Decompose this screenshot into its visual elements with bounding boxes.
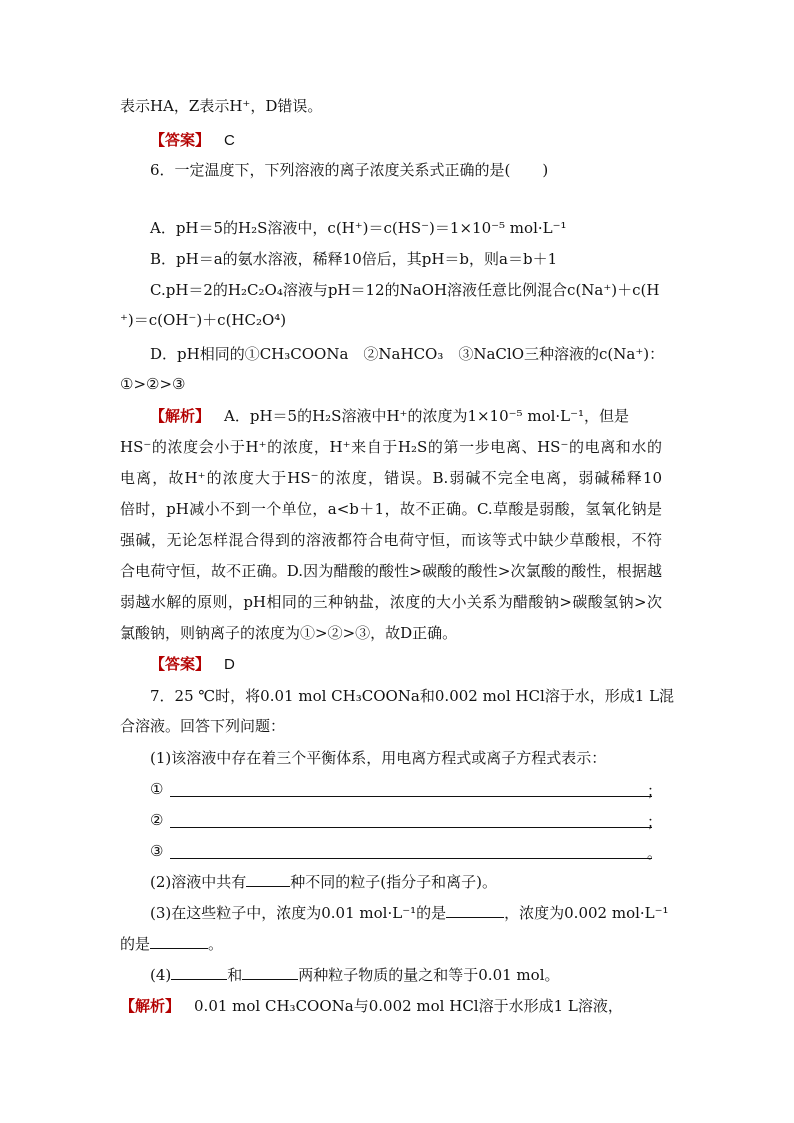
answer-blank[interactable] bbox=[242, 965, 298, 980]
q7-analysis-line-1: 【解析】 0.01 mol CH₃COONa与0.002 mol HCl溶于水形成1 L溶液， bbox=[120, 997, 623, 1015]
analysis-tag: 【解析】 bbox=[120, 997, 181, 1015]
q7-blank-row-3: ③ 。 bbox=[150, 842, 662, 862]
q7-blank-row-2: ② ； bbox=[150, 811, 662, 831]
q7-subquestion-4: (4) 和 两种粒子物质的量之和等于0.01 mol。 bbox=[150, 966, 560, 984]
circled-number: ② bbox=[150, 811, 164, 829]
q6-option-c-line1: C.pH＝2的H₂C₂O₄溶液与pH＝12的NaOH溶液任意比例混合c(Na⁺)＋c(H bbox=[150, 281, 660, 299]
question-7-stem-line2: 合溶液。回答下列问题： bbox=[120, 717, 286, 735]
answer-line-prev bbox=[150, 130, 662, 151]
q6-option-b: B．pH＝a的氨水溶液，稀释10倍后，其pH＝b，则a＝b＋1 bbox=[150, 250, 558, 268]
q6-answer-line bbox=[150, 654, 662, 675]
q6-analysis-line-2: HS⁻的浓度会小于H⁺的浓度，H⁺来自于H₂S的第一步电离、HS⁻的电离和水的 bbox=[120, 438, 662, 456]
question-7-stem-line1: 7．25 ℃时，将0.01 mol CH₃COONa和0.002 mol HCl溶于水，形成1 L混 bbox=[150, 687, 675, 705]
answer-blank[interactable] bbox=[170, 796, 652, 797]
question-6-stem: 6．一定温度下，下列溶液的离子浓度关系式正确的是( ) bbox=[150, 161, 549, 179]
q7-subquestion-3-line2: 的是 。 bbox=[120, 935, 224, 953]
q6-option-d-line2: ①>②>③ bbox=[120, 375, 186, 393]
q6-analysis-line-7: 弱越水解的原则，pH相同的三种钠盐，浓度的大小关系为醋酸钠>碳酸氢钠>次 bbox=[120, 593, 662, 611]
q6-analysis-line-5: 强碱，无论怎样混合得到的溶液都符合电荷守恒，而该等式中缺少草酸根，不符 bbox=[120, 531, 662, 549]
answer-blank[interactable] bbox=[171, 965, 227, 980]
answer-tag: 【答案】 bbox=[150, 655, 211, 673]
q7-subquestion-2: (2)溶液中共有 种不同的粒子(指分子和离子)。 bbox=[150, 873, 497, 891]
answer-blank[interactable] bbox=[170, 827, 652, 828]
q6-option-a: A．pH＝5的H₂S溶液中，c(H⁺)＝c(HS⁻)＝1×10⁻⁵ mol·L⁻¹ bbox=[150, 219, 567, 237]
q6-option-c-line2: ⁺)＝c(OH⁻)＋c(HC₂O⁴) bbox=[120, 311, 287, 329]
q6-analysis-line-8: 氯酸钠，则钠离子的浓度为①>②>③，故D正确。 bbox=[120, 624, 458, 642]
answer-value: C bbox=[224, 132, 235, 149]
answer-blank[interactable] bbox=[150, 934, 208, 949]
q6-analysis-line-3: 电离，故H⁺的浓度大于HS⁻的浓度，错误。B.弱碱不完全电离，弱碱稀释10 bbox=[120, 469, 662, 487]
circled-number: ③ bbox=[150, 842, 164, 860]
q7-subquestion-3-line1: (3)在这些粒子中，浓度为0.01 mol·L⁻¹的是 ，浓度为0.002 mol·L⁻¹ bbox=[150, 904, 669, 922]
answer-tag: 【答案】 bbox=[150, 131, 211, 149]
answer-blank[interactable] bbox=[170, 858, 652, 859]
answer-value: D bbox=[224, 656, 235, 673]
q6-analysis-line-4: 倍时，pH减小不到一个单位，a<b＋1，故不正确。C.草酸是弱酸，氢氧化钠是 bbox=[120, 500, 662, 518]
answer-blank[interactable] bbox=[246, 872, 290, 887]
q6-analysis-line-6: 合电荷守恒，故不正确。D.因为醋酸的酸性>碳酸的酸性>次氯酸的酸性，根据越 bbox=[120, 562, 662, 580]
q6-option-d-line1: D．pH相同的①CH₃COONa ②NaHCO₃ ③NaClO三种溶液的c(Na⁺)： bbox=[150, 345, 665, 363]
circled-number: ① bbox=[150, 780, 164, 798]
answer-blank[interactable] bbox=[446, 903, 504, 918]
analysis-tag: 【解析】 bbox=[150, 407, 211, 425]
q6-analysis-line-1: 【解析】 A．pH＝5的H₂S溶液中H⁺的浓度为1×10⁻⁵ mol·L⁻¹，但是 bbox=[150, 407, 630, 425]
prev-analysis-end: 表示HA，Z表示H⁺，D错误。 bbox=[120, 97, 323, 115]
q7-subquestion-1: (1)该溶液中存在着三个平衡体系，用电离方程式或离子方程式表示： bbox=[150, 749, 607, 767]
q7-blank-row-1: ① ； bbox=[150, 780, 662, 800]
